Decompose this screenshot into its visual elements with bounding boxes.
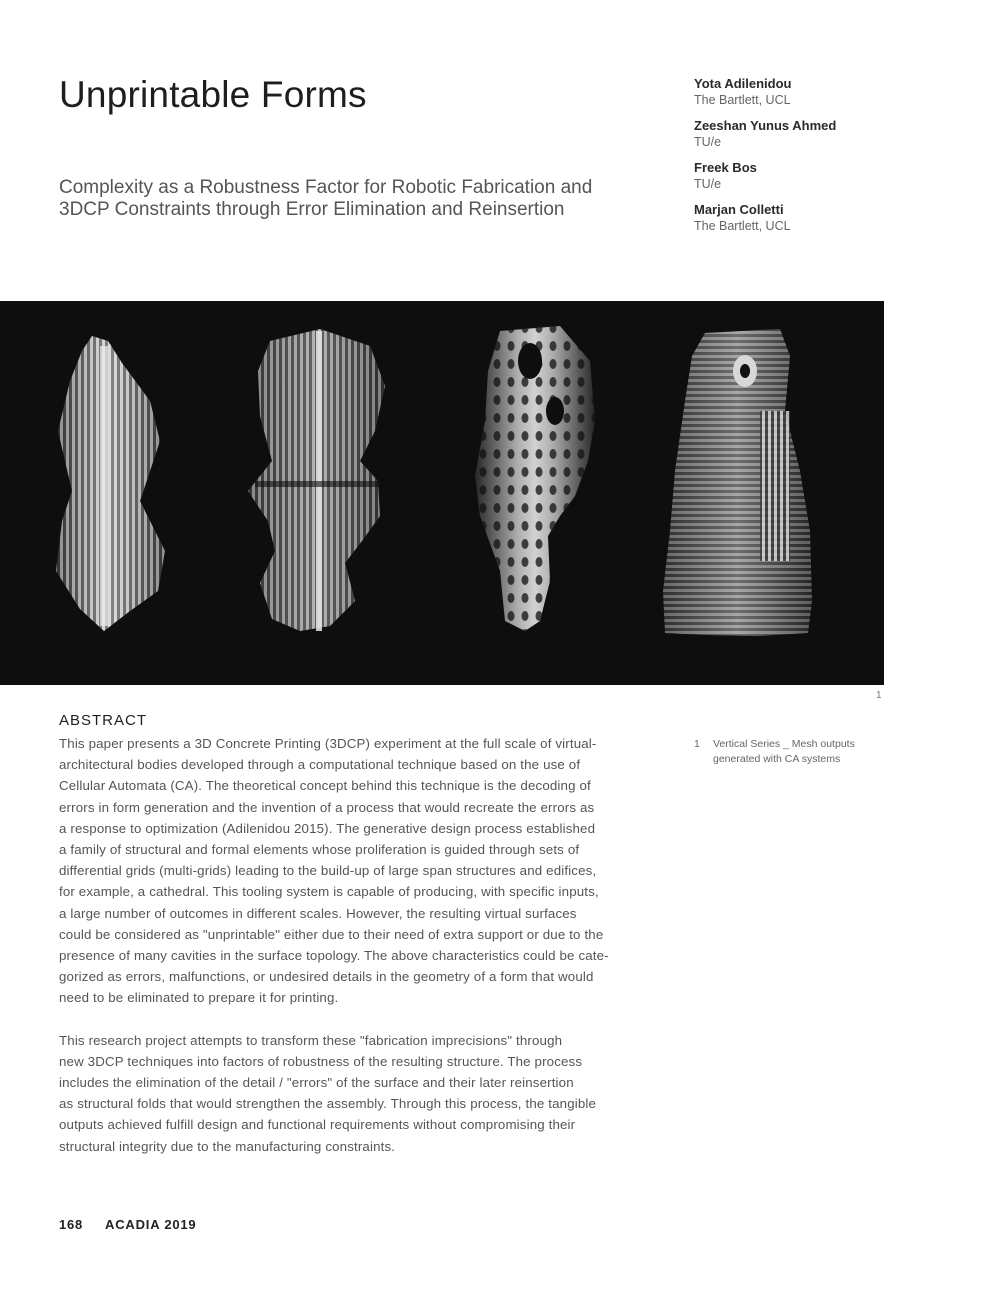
- abstract-line: errors in form generation and the invention of a process that would recreate the errors as: [59, 799, 595, 815]
- abstract-line: includes the elimination of the detail / "errors" of the surface and their later reinsertion: [59, 1075, 574, 1091]
- abstract-line: This research project attempts to transform these "fabrication imprecisions" through: [59, 1032, 563, 1048]
- abstract-line: could be considered as "unprintable" either due to their need of extra support or due to the: [59, 926, 604, 942]
- subtitle: [59, 177, 659, 221]
- author-entry: [694, 76, 954, 108]
- author-affiliation: TU/e: [694, 135, 722, 149]
- author-affiliation: TU/e: [694, 177, 722, 191]
- figure-image: [0, 301, 884, 685]
- abstract-line: This paper presents a 3D Concrete Printing (3DCP) experiment at the full scale of virtual-: [59, 736, 597, 751]
- author-name: Zeeshan Yunus Ahmed: [694, 118, 837, 133]
- abstract-body: [59, 733, 679, 1178]
- author-affiliation: The Bartlett, UCL: [694, 93, 791, 107]
- caption-line: Vertical Series _ Mesh outputs: [713, 738, 855, 750]
- abstract-line: a large number of outcomes in different scales. However, the resulting virtual surfaces: [59, 905, 577, 921]
- page-title: Unprintable Forms: [59, 74, 367, 115]
- author-name: Marjan Colletti: [694, 202, 784, 217]
- caption-text: [713, 737, 893, 767]
- abstract-line: need to be eliminated to prepare it for printing.: [59, 990, 339, 1006]
- subtitle-line: Complexity as a Robustness Factor for Robotic Fabrication and: [59, 177, 593, 198]
- journal-name: ACADIA 2019: [105, 1217, 197, 1232]
- author-entry: [694, 118, 954, 150]
- page-footer: [59, 1217, 196, 1232]
- author-list: [694, 76, 954, 244]
- abstract-line: Cellular Automata (CA). The theoretical concept behind this technique is the decoding of: [59, 778, 591, 794]
- page-number: 168: [59, 1217, 84, 1232]
- author-name: Yota Adilenidou: [694, 76, 792, 91]
- caption-number: 1: [694, 738, 700, 750]
- abstract-line: differential grids (multi-grids) leading to the build-up of large span structures and edifices,: [59, 863, 597, 879]
- abstract-line: architectural bodies developed through a computational technique based on the use of: [59, 757, 581, 773]
- abstract-line: as structural folds that would strengthen the assembly. Through this process, the tangible: [59, 1096, 597, 1112]
- abstract-line: outputs achieved fulfill design and functional requirements without compromising their: [59, 1117, 576, 1133]
- abstract-line: new 3DCP techniques into factors of robustness of the resulting structure. The process: [59, 1053, 583, 1069]
- form-3-shape: [475, 326, 595, 631]
- form-4-shape: [663, 329, 812, 636]
- abstract-line: structural integrity due to the manufacturing constraints.: [59, 1138, 396, 1154]
- author-name: Freek Bos: [694, 160, 757, 175]
- caption-line: generated with CA systems: [713, 753, 841, 765]
- abstract-line: a response to optimization (Adilenidou 2015). The generative design process established: [59, 820, 596, 836]
- author-entry: [694, 160, 954, 192]
- abstract-line: gorized as errors, malfunctions, or undesired details in the geometry of a form that would: [59, 969, 594, 985]
- form-2-shape: [248, 329, 385, 631]
- abstract-paragraph-2: [59, 1030, 679, 1157]
- abstract-paragraph-1: [59, 733, 679, 1009]
- author-affiliation: The Bartlett, UCL: [694, 219, 791, 233]
- abstract-line: presence of many cavities in the surface topology. The above characteristics could be cate-: [59, 948, 609, 964]
- abstract-heading: ABSTRACT: [59, 712, 148, 729]
- subtitle-line: 3DCP Constraints through Error Elimination and Reinsertion: [59, 199, 565, 220]
- author-entry: [694, 202, 954, 234]
- form-1-shape: [56, 336, 165, 631]
- abstract-line: a family of structural and formal elements whose proliferation is guided through sets of: [59, 842, 580, 858]
- abstract-line: for example, a cathedral. This tooling system is capable of producing, with specific inputs,: [59, 884, 599, 900]
- figure-svg: [0, 301, 884, 685]
- figure-number: 1: [876, 690, 882, 701]
